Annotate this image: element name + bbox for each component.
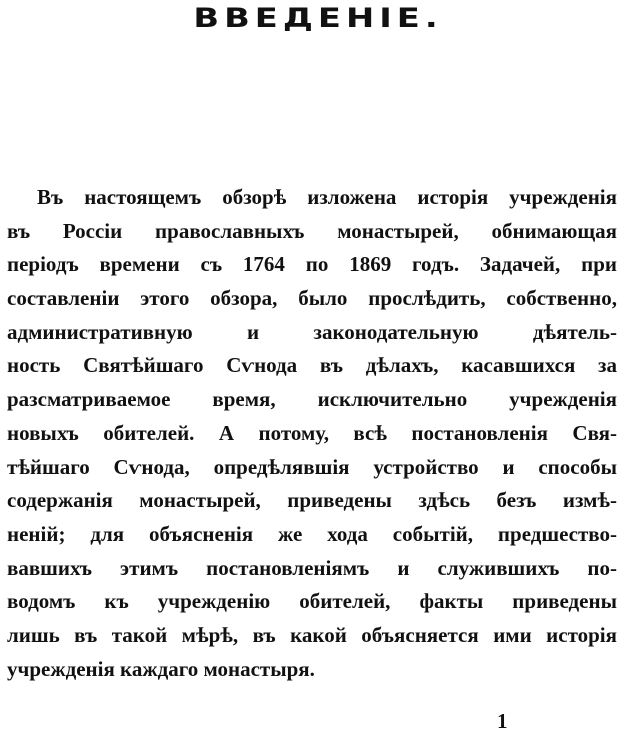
text-line: періодъ времени съ 1764 по 1869 годъ. Задачей, при bbox=[7, 252, 617, 277]
text-line: ность Святѣйшаго Сѵнода въ дѣлахъ, касавшихся за bbox=[7, 353, 617, 378]
text-line: вавшихъ этимъ постановленіямъ и служившихъ по- bbox=[7, 555, 617, 580]
text-line: водомъ къ учрежденію обителей, факты приведены bbox=[7, 589, 617, 614]
text-line: въ Россіи православныхъ монастырей, обнимающая bbox=[7, 218, 617, 243]
text-line: новыхъ обителей. А потому, всѣ постановленія Свя- bbox=[7, 420, 617, 445]
text-line: лишь въ такой мѣрѣ, въ какой объясняется ими исторія bbox=[7, 622, 617, 647]
text-line: административную и законодательную дѣятель- bbox=[7, 319, 617, 344]
text-line: составленіи этого обзора, было прослѣдить, собственно, bbox=[7, 286, 617, 311]
text-line: неній; для объясненія же хода событій, предшество- bbox=[7, 521, 617, 546]
text-line: содержанія монастырей, приведены здѣсь безъ измѣ- bbox=[7, 488, 617, 513]
text-line: Въ настоящемъ обзорѣ изложена исторія учрежденія bbox=[37, 185, 617, 209]
text-line: учрежденія каждаго монастыря. bbox=[7, 656, 315, 681]
text-line: разсматриваемое время, исключительно учрежденія bbox=[7, 387, 617, 412]
section-heading: ВВЕДЕНІЕ. bbox=[193, 3, 443, 34]
text-line: тѣйшаго Сѵнода, опредѣлявшія устройство и способы bbox=[7, 454, 617, 479]
page-number: 1 bbox=[497, 709, 508, 733]
body-paragraph bbox=[7, 181, 617, 686]
